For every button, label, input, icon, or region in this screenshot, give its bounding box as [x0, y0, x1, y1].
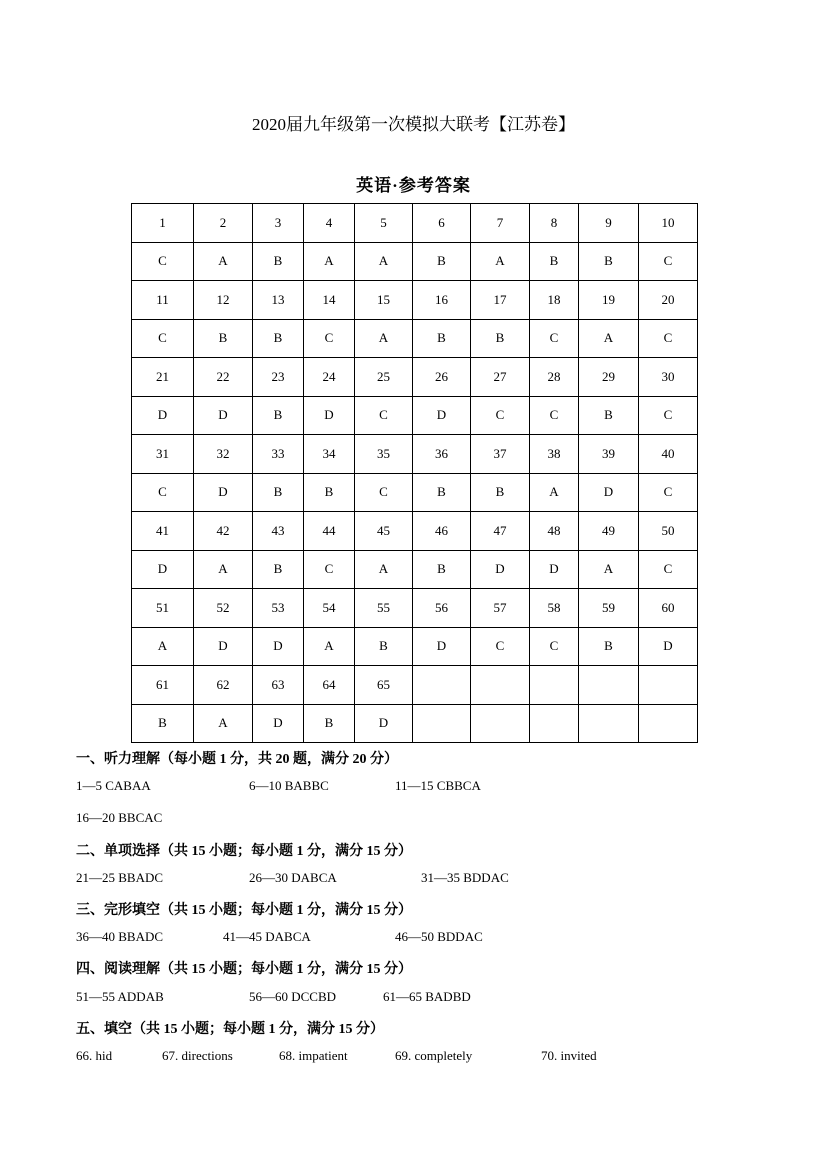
answer-cell: A [530, 473, 579, 512]
question-number-cell: 24 [304, 358, 355, 397]
section-listening-heading: 一、听力理解（每小题 1 分，共 20 题，满分 20 分） [76, 752, 398, 767]
answer-cell: B [253, 473, 304, 512]
answer-table-body [132, 204, 698, 743]
answer-cell: D [355, 704, 413, 743]
question-number-cell [413, 666, 471, 705]
answer-cell: B [304, 473, 355, 512]
question-number-cell: 44 [304, 512, 355, 551]
question-number-cell: 52 [194, 589, 253, 628]
answer-cell: A [471, 242, 530, 281]
question-number-cell: 47 [471, 512, 530, 551]
question-number-cell: 5 [355, 204, 413, 243]
answer-cell [530, 704, 579, 743]
answer-letter-row [132, 242, 698, 281]
answer-group: 46—50 BDDAC [395, 929, 483, 944]
question-number-cell: 48 [530, 512, 579, 551]
question-number-cell: 9 [579, 204, 639, 243]
answer-cell [471, 704, 530, 743]
question-number-cell: 2 [194, 204, 253, 243]
question-number-cell: 18 [530, 281, 579, 320]
answer-cell: A [579, 319, 639, 358]
question-number-cell [530, 666, 579, 705]
answer-cell: D [471, 550, 530, 589]
answer-cell: D [639, 627, 698, 666]
question-number-cell: 26 [413, 358, 471, 397]
answer-word: 68. impatient [279, 1048, 348, 1063]
question-number-cell: 59 [579, 589, 639, 628]
answer-cell: A [194, 704, 253, 743]
answer-cell: A [132, 627, 194, 666]
question-number-cell: 58 [530, 589, 579, 628]
answer-cell: D [579, 473, 639, 512]
question-number-row [132, 435, 698, 474]
answer-cell: A [355, 242, 413, 281]
question-number-cell: 30 [639, 358, 698, 397]
question-number-cell: 10 [639, 204, 698, 243]
answer-word: 67. directions [162, 1048, 233, 1063]
answer-group: 56—60 DCCBD [249, 989, 337, 1004]
answer-cell: B [355, 627, 413, 666]
answer-cell: D [253, 627, 304, 666]
question-number-cell: 36 [413, 435, 471, 474]
question-number-cell: 34 [304, 435, 355, 474]
question-number-cell: 54 [304, 589, 355, 628]
question-number-cell: 20 [639, 281, 698, 320]
answer-group: 16—20 BBCAC [76, 810, 163, 825]
listening-answers-row-2 [76, 810, 776, 828]
answer-cell: C [639, 242, 698, 281]
fill-blank-answers-row [76, 1048, 776, 1066]
reading-answers-row [76, 989, 776, 1007]
question-number-cell: 28 [530, 358, 579, 397]
question-number-cell: 41 [132, 512, 194, 551]
answer-cell: B [413, 473, 471, 512]
question-number-cell: 62 [194, 666, 253, 705]
question-number-cell: 64 [304, 666, 355, 705]
question-number-cell [639, 666, 698, 705]
question-number-cell: 37 [471, 435, 530, 474]
answer-group: 61—65 BADBD [383, 989, 471, 1004]
answer-cell: B [530, 242, 579, 281]
answer-cell: D [194, 396, 253, 435]
question-number-cell: 45 [355, 512, 413, 551]
answer-cell: C [132, 473, 194, 512]
answer-group: 6—10 BABBC [249, 778, 329, 793]
question-number-cell: 43 [253, 512, 304, 551]
single-choice-answers-row [76, 870, 776, 888]
answer-cell: C [355, 473, 413, 512]
question-number-cell: 3 [253, 204, 304, 243]
question-number-cell [471, 666, 530, 705]
question-number-cell: 14 [304, 281, 355, 320]
answer-group: 41—45 DABCA [223, 929, 311, 944]
question-number-cell: 22 [194, 358, 253, 397]
answer-cell: D [253, 704, 304, 743]
question-number-cell: 11 [132, 281, 194, 320]
answer-cell: C [471, 396, 530, 435]
page-title: 2020届九年级第一次模拟大联考【江苏卷】 [252, 115, 575, 134]
answer-word: 69. completely [395, 1048, 473, 1063]
answer-cell: C [530, 396, 579, 435]
question-number-cell: 57 [471, 589, 530, 628]
question-number-cell: 39 [579, 435, 639, 474]
page-subtitle: 英语·参考答案 [356, 176, 471, 195]
answer-cell: B [253, 242, 304, 281]
answer-letter-row [132, 319, 698, 358]
question-number-cell: 60 [639, 589, 698, 628]
answer-cell: D [132, 396, 194, 435]
section-reading-heading: 四、阅读理解（共 15 小题；每小题 1 分，满分 15 分） [76, 962, 412, 977]
answer-cell: C [530, 319, 579, 358]
question-number-row [132, 512, 698, 551]
question-number-cell: 1 [132, 204, 194, 243]
answer-cell: D [413, 627, 471, 666]
question-number-cell: 33 [253, 435, 304, 474]
section-fill-blank-heading: 五、填空（共 15 小题；每小题 1 分，满分 15 分） [76, 1022, 384, 1037]
question-number-cell: 6 [413, 204, 471, 243]
answer-group: 31—35 BDDAC [421, 870, 509, 885]
answer-cell: A [304, 627, 355, 666]
answer-letter-row [132, 704, 698, 743]
question-number-cell: 4 [304, 204, 355, 243]
question-number-cell: 19 [579, 281, 639, 320]
answer-group: 11—15 CBBCA [395, 778, 481, 793]
question-number-cell: 25 [355, 358, 413, 397]
answer-cell: C [639, 473, 698, 512]
section-cloze-heading: 三、完形填空（共 15 小题；每小题 1 分，满分 15 分） [76, 903, 412, 918]
answer-cell: B [579, 396, 639, 435]
question-number-row [132, 358, 698, 397]
answer-letter-row [132, 627, 698, 666]
question-number-cell: 61 [132, 666, 194, 705]
answer-letter-row [132, 396, 698, 435]
answer-word: 70. invited [541, 1048, 597, 1063]
question-number-cell: 35 [355, 435, 413, 474]
answer-cell: C [471, 627, 530, 666]
answer-cell: C [639, 396, 698, 435]
answer-cell: B [253, 550, 304, 589]
answer-letter-row [132, 473, 698, 512]
answer-cell: B [253, 319, 304, 358]
answer-cell: A [194, 550, 253, 589]
question-number-cell: 53 [253, 589, 304, 628]
question-number-cell: 51 [132, 589, 194, 628]
answer-cell: B [132, 704, 194, 743]
answer-cell: D [530, 550, 579, 589]
question-number-row [132, 589, 698, 628]
question-number-cell: 7 [471, 204, 530, 243]
question-number-cell: 56 [413, 589, 471, 628]
answer-cell: B [253, 396, 304, 435]
answer-cell: C [530, 627, 579, 666]
answer-letter-row [132, 550, 698, 589]
question-number-cell [579, 666, 639, 705]
answer-group: 21—25 BBADC [76, 870, 164, 885]
answer-group: 51—55 ADDAB [76, 989, 164, 1004]
answer-cell: A [304, 242, 355, 281]
answer-cell: B [413, 242, 471, 281]
answer-cell [413, 704, 471, 743]
answer-cell: C [304, 319, 355, 358]
question-number-cell: 42 [194, 512, 253, 551]
answer-cell: B [304, 704, 355, 743]
question-number-cell: 63 [253, 666, 304, 705]
answer-cell: D [194, 473, 253, 512]
answer-cell: D [194, 627, 253, 666]
question-number-cell: 50 [639, 512, 698, 551]
answer-group: 1—5 CABAA [76, 778, 151, 793]
question-number-cell: 40 [639, 435, 698, 474]
question-number-cell: 23 [253, 358, 304, 397]
question-number-row [132, 204, 698, 243]
answer-cell [579, 704, 639, 743]
answer-cell: B [194, 319, 253, 358]
answer-cell: C [304, 550, 355, 589]
answer-cell: A [194, 242, 253, 281]
answer-cell: A [355, 319, 413, 358]
answer-cell: D [413, 396, 471, 435]
answer-cell: C [639, 550, 698, 589]
answer-cell: A [579, 550, 639, 589]
answer-cell: B [579, 242, 639, 281]
question-number-cell: 49 [579, 512, 639, 551]
answer-group: 26—30 DABCA [249, 870, 337, 885]
question-number-cell: 31 [132, 435, 194, 474]
question-number-cell: 12 [194, 281, 253, 320]
answer-group: 36—40 BBADC [76, 929, 164, 944]
answer-cell: A [355, 550, 413, 589]
answer-cell: D [304, 396, 355, 435]
question-number-row [132, 281, 698, 320]
question-number-cell: 65 [355, 666, 413, 705]
listening-answers-row-1 [76, 778, 776, 796]
answer-cell: D [132, 550, 194, 589]
question-number-cell: 17 [471, 281, 530, 320]
answer-cell: B [579, 627, 639, 666]
question-number-row [132, 666, 698, 705]
question-number-cell: 38 [530, 435, 579, 474]
question-number-cell: 46 [413, 512, 471, 551]
question-number-cell: 13 [253, 281, 304, 320]
answer-cell [639, 704, 698, 743]
section-single-choice-heading: 二、单项选择（共 15 小题；每小题 1 分，满分 15 分） [76, 844, 412, 859]
answer-table [131, 203, 698, 743]
answer-cell: B [471, 473, 530, 512]
question-number-cell: 21 [132, 358, 194, 397]
question-number-cell: 29 [579, 358, 639, 397]
answer-cell: C [355, 396, 413, 435]
question-number-cell: 27 [471, 358, 530, 397]
question-number-cell: 32 [194, 435, 253, 474]
answer-cell: B [413, 550, 471, 589]
question-number-cell: 8 [530, 204, 579, 243]
question-number-cell: 16 [413, 281, 471, 320]
question-number-cell: 15 [355, 281, 413, 320]
answer-cell: B [471, 319, 530, 358]
answer-cell: C [132, 242, 194, 281]
cloze-answers-row [76, 929, 776, 947]
question-number-cell: 55 [355, 589, 413, 628]
answer-cell: C [132, 319, 194, 358]
answer-cell: C [639, 319, 698, 358]
answer-word: 66. hid [76, 1048, 113, 1063]
answer-cell: B [413, 319, 471, 358]
